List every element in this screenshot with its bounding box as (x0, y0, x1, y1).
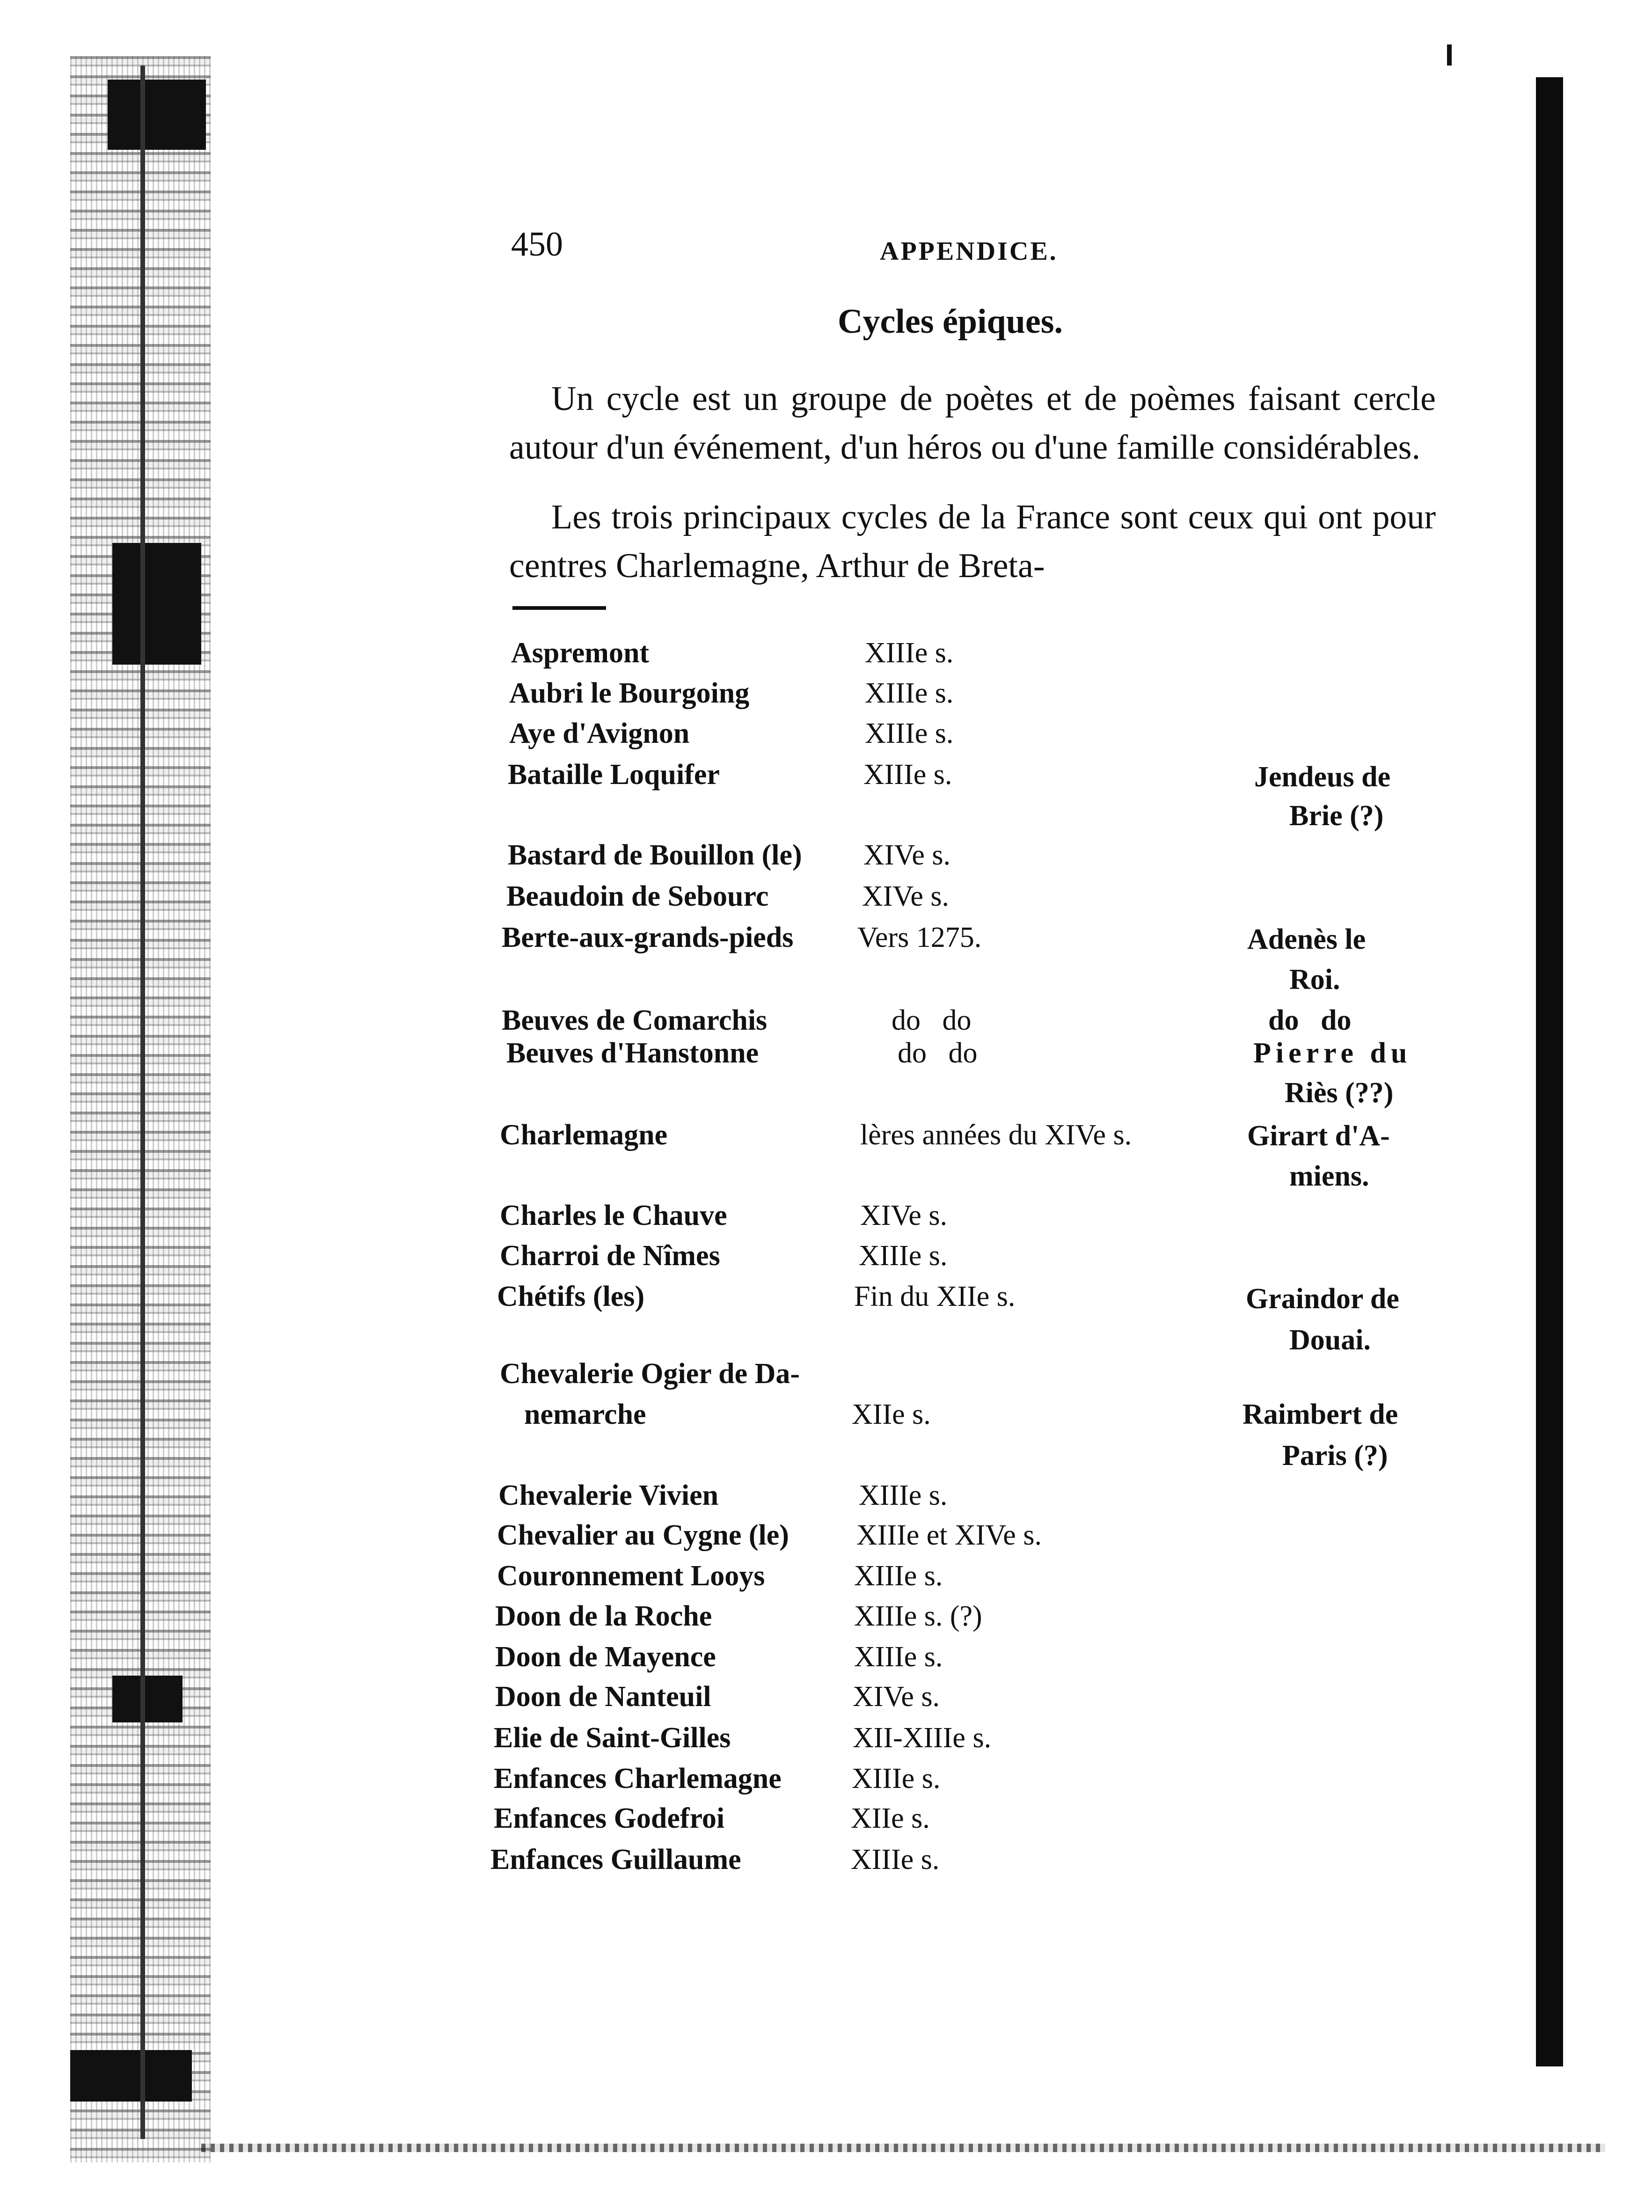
entry-date: XIIIe s. (854, 1560, 943, 1592)
entry-author-cont: Riès (??) (1285, 1077, 1394, 1109)
entry-author: Pierre du (1253, 1037, 1412, 1069)
entry-title: Bataille Loquifer (508, 759, 720, 791)
scan-artifact (108, 80, 206, 150)
entry-date: XIIe s. (852, 1399, 931, 1430)
entry-title: Chevalerie Vivien (498, 1480, 719, 1511)
entry-title: Chevalerie Ogier de Da- (500, 1358, 800, 1390)
entry-date: do do (892, 1004, 972, 1036)
page-number: 450 (511, 225, 563, 264)
entry-author: Girart d'A- (1247, 1120, 1390, 1152)
entry-title: Enfances Guillaume (490, 1844, 741, 1875)
scan-top-mark (1447, 44, 1452, 66)
entry-title: Couronnement Looys (497, 1560, 765, 1592)
entry-title: Chétifs (les) (497, 1281, 645, 1312)
entry-author-cont: Roi. (1289, 964, 1340, 996)
entry-author: Adenès le (1247, 923, 1366, 955)
entry-date: XIIIe s. (852, 1763, 941, 1795)
entry-author-cont: Brie (?) (1289, 800, 1384, 832)
entry-date: XIIIe s. (865, 677, 954, 709)
scan-artifact (70, 2050, 192, 2102)
scan-bottom-edge (201, 2144, 1605, 2152)
entry-title: Charlemagne (500, 1119, 668, 1151)
entry-title: Beuves d'Hanstonne (506, 1037, 759, 1069)
entry-title: Charles le Chauve (500, 1200, 727, 1231)
entry-author-cont: miens. (1289, 1160, 1369, 1192)
entry-date: do do (898, 1037, 978, 1069)
entry-date: XII-XIIIe s. (853, 1722, 992, 1754)
entry-author-cont: Douai. (1289, 1324, 1371, 1356)
entry-date: XIIIe s. (?) (854, 1600, 982, 1632)
scan-artifact (112, 1676, 183, 1722)
entry-date: XIIIe s. (859, 1240, 948, 1272)
separator-rule (512, 606, 606, 610)
paragraph-1: Un cycle est un groupe de poètes et de poèmes faisant cercle autour d'un événement, d'un héros ou d'une famille considérables. (509, 380, 1436, 467)
entry-author: Graindor de (1246, 1283, 1399, 1315)
entry-title: Elie de Saint-Gilles (494, 1722, 731, 1754)
entry-author-cont: Paris (?) (1282, 1440, 1388, 1472)
paragraph-2: Les trois principaux cycles de la France sont ceux qui ont pour centres Charlemagne, Arthur de Breta- (509, 498, 1436, 585)
entry-author: Jendeus de (1254, 761, 1391, 793)
entry-title: Doon de Mayence (495, 1641, 716, 1673)
entry-title: Bastard de Bouillon (le) (508, 839, 802, 871)
running-title: APPENDICE. (880, 237, 1058, 266)
entry-title: Enfances Charlemagne (494, 1763, 782, 1795)
scan-artifact (112, 543, 201, 665)
entry-date: XIVe s. (860, 1200, 947, 1231)
entry-date: XIVe s. (862, 880, 949, 912)
entry-title: Chevalier au Cygne (le) (497, 1519, 789, 1551)
entry-date: XIVe s. (853, 1681, 940, 1713)
entry-date: XIIIe s. (859, 1480, 948, 1511)
entry-title: Doon de la Roche (495, 1600, 712, 1632)
entry-date: XIIIe s. (865, 718, 954, 749)
entry-date: XIVe s. (863, 839, 950, 871)
entry-title: Doon de Nanteuil (495, 1681, 711, 1713)
entry-date: XIIIe s. (863, 759, 952, 791)
entry-date: lères années du XIVe s. (860, 1119, 1132, 1151)
entry-date: XIIIe s. (854, 1641, 943, 1673)
entry-date: Fin du XIIe s. (854, 1281, 1016, 1312)
entry-author: do do (1268, 1004, 1352, 1036)
entry-title: Aubri le Bourgoing (509, 677, 750, 709)
entry-title: Beuves de Comarchis (502, 1004, 768, 1036)
entry-title: Beaudoin de Sebourc (506, 880, 769, 912)
entry-date: XIIe s. (851, 1802, 930, 1834)
entry-date: XIIIe s. (865, 637, 954, 669)
entry-author: Raimbert de (1243, 1399, 1398, 1430)
entry-title: Berte-aux-grands-pieds (502, 922, 794, 953)
scan-right-edge (1536, 77, 1563, 2066)
entry-title: Charroi de Nîmes (500, 1240, 720, 1272)
entry-date: XIIIe s. (851, 1844, 940, 1875)
section-title: Cycles épiques. (838, 302, 1063, 341)
entry-title: Enfances Godefroi (494, 1802, 725, 1834)
entry-date: XIIIe et XIVe s. (856, 1519, 1042, 1551)
scan-left-rule (140, 66, 145, 2139)
entry-title-cont: nemarche (524, 1399, 646, 1430)
entry-date: Vers 1275. (857, 922, 982, 953)
entry-title: Aspremont (511, 637, 650, 669)
entry-title: Aye d'Avignon (509, 718, 690, 749)
